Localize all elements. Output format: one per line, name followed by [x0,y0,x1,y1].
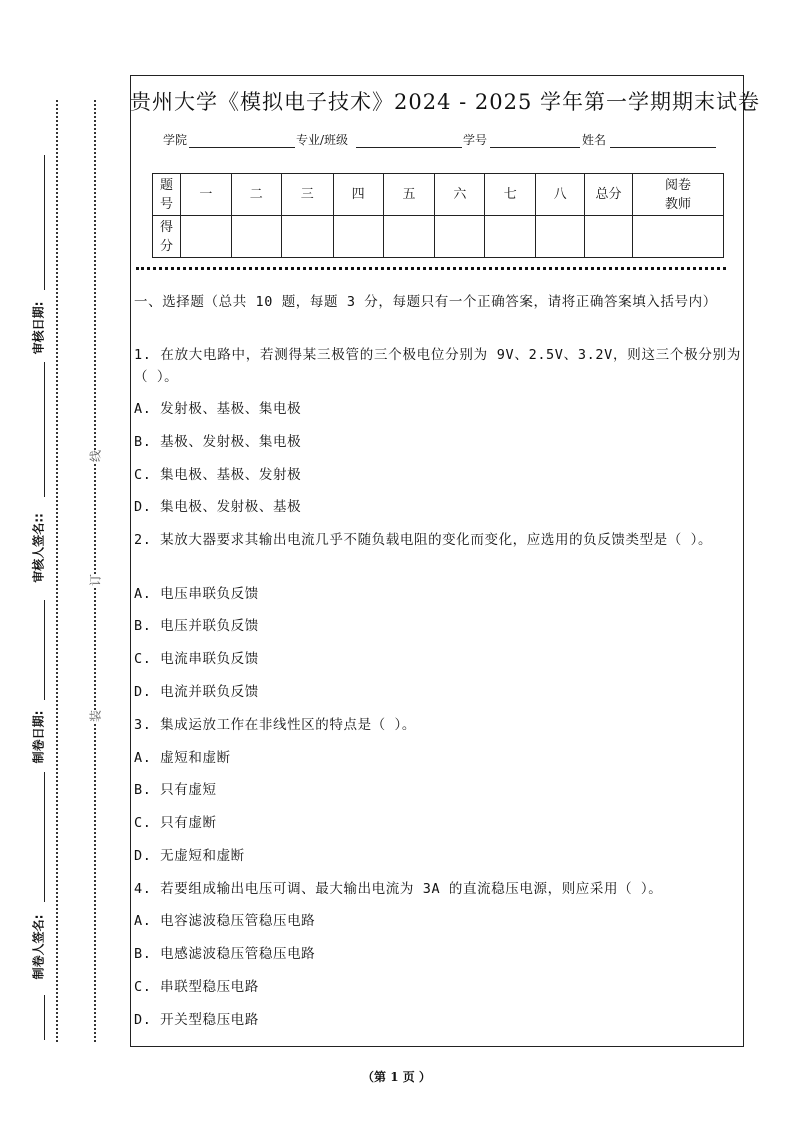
option-4c: C. 串联型稳压电路 [134,979,259,995]
column-header: 七 [485,174,536,216]
dotted-separator [136,267,726,270]
review-date-label: 审核日期: [31,301,46,355]
binding-mark-staple: 订 [88,573,103,587]
column-header: 五 [383,174,435,216]
college-label: 学院 [163,133,188,147]
compiler-signature-label: 制卷人签名: [31,914,46,980]
binding-dotted-line-outer [56,100,58,1042]
option-1c: C. 集电极、基极、发射极 [134,467,302,483]
major-class-field[interactable] [356,147,462,148]
score-cell[interactable] [383,216,435,258]
score-cell[interactable] [281,216,333,258]
option-4d: D. 开关型稳压电路 [134,1012,259,1028]
option-4a: A. 电容滤波稳压管稳压电路 [134,913,316,929]
reviewer-signature-label: 审核人签名:: [31,513,46,583]
column-header: 四 [333,174,383,216]
student-id-label: 学号 [463,133,488,147]
score-cell[interactable] [435,216,485,258]
column-header: 八 [536,174,585,216]
option-2c: C. 电流串联负反馈 [134,651,259,667]
option-3c: C. 只有虚断 [134,815,217,831]
score-cell[interactable] [632,216,723,258]
score-cell[interactable] [485,216,536,258]
binding-dotted-line-inner [94,100,96,1042]
name-field[interactable] [610,147,716,148]
score-cell[interactable] [585,216,633,258]
option-2a: A. 电压串联负反馈 [134,586,259,602]
option-1a: A. 发射极、基极、集电极 [134,401,302,417]
section-heading: 一、选择题（总共 10 题，每题 3 分，每题只有一个正确答案，请将正确答案填入括号内） [134,294,717,310]
signature-line [44,772,45,902]
option-3d: D. 无虚短和虚断 [134,848,245,864]
question-3: 3. 集成运放工作在非线性区的特点是（ ）。 [134,717,416,733]
name-label: 姓名 [582,133,607,147]
score-row-header: 得分 [153,216,181,258]
option-1b: B. 基极、发射极、集电极 [134,434,302,450]
column-header-total: 总分 [585,174,633,216]
major-class-label: 专业/班级 [296,133,349,147]
exam-title: 贵州大学《模拟电子技术》2024 - 2025 学年第一学期期末试卷 [130,90,761,114]
signature-line [44,600,45,700]
option-3a: A. 虚短和虚断 [134,750,231,766]
option-3b: B. 只有虚短 [134,782,217,798]
signature-line [44,362,45,497]
column-header: 一 [180,174,231,216]
college-field[interactable] [189,147,295,148]
score-table [152,173,724,258]
signature-line [44,995,45,1040]
column-header: 六 [435,174,485,216]
question-1: 1. 在放大电路中，若测得某三极管的三个极电位分别为 9V、2.5V、3.2V，则这三个极分别为（ ）。 [134,347,741,385]
option-2b: B. 电压并联负反馈 [134,618,259,634]
option-2d: D. 电流并联负反馈 [134,684,259,700]
score-cell[interactable] [180,216,231,258]
column-header-grader: 阅卷教师 [632,174,723,216]
signature-line [44,155,45,290]
option-4b: B. 电感滤波稳压管稳压电路 [134,946,316,962]
question-4: 4. 若要组成输出电压可调、最大输出电流为 3A 的直流稳压电源，则应采用（ ）。 [134,881,663,897]
score-cell[interactable] [231,216,281,258]
binding-mark-line: 线 [88,449,103,463]
column-header: 三 [281,174,333,216]
column-header: 二 [231,174,281,216]
compile-date-label: 制卷日期: [31,710,46,764]
student-id-field[interactable] [490,147,580,148]
question-number-header: 题号 [153,174,181,216]
score-cell[interactable] [333,216,383,258]
option-1d: D. 集电极、发射极、基极 [134,499,302,515]
score-cell[interactable] [536,216,585,258]
binding-mark-bind: 装 [88,709,103,723]
question-2: 2. 某放大器要求其输出电流几乎不随负载电阻的变化而变化，应选用的负反馈类型是（ ）。 [134,532,713,548]
page-number: （第 1 页 ） [362,1070,431,1084]
